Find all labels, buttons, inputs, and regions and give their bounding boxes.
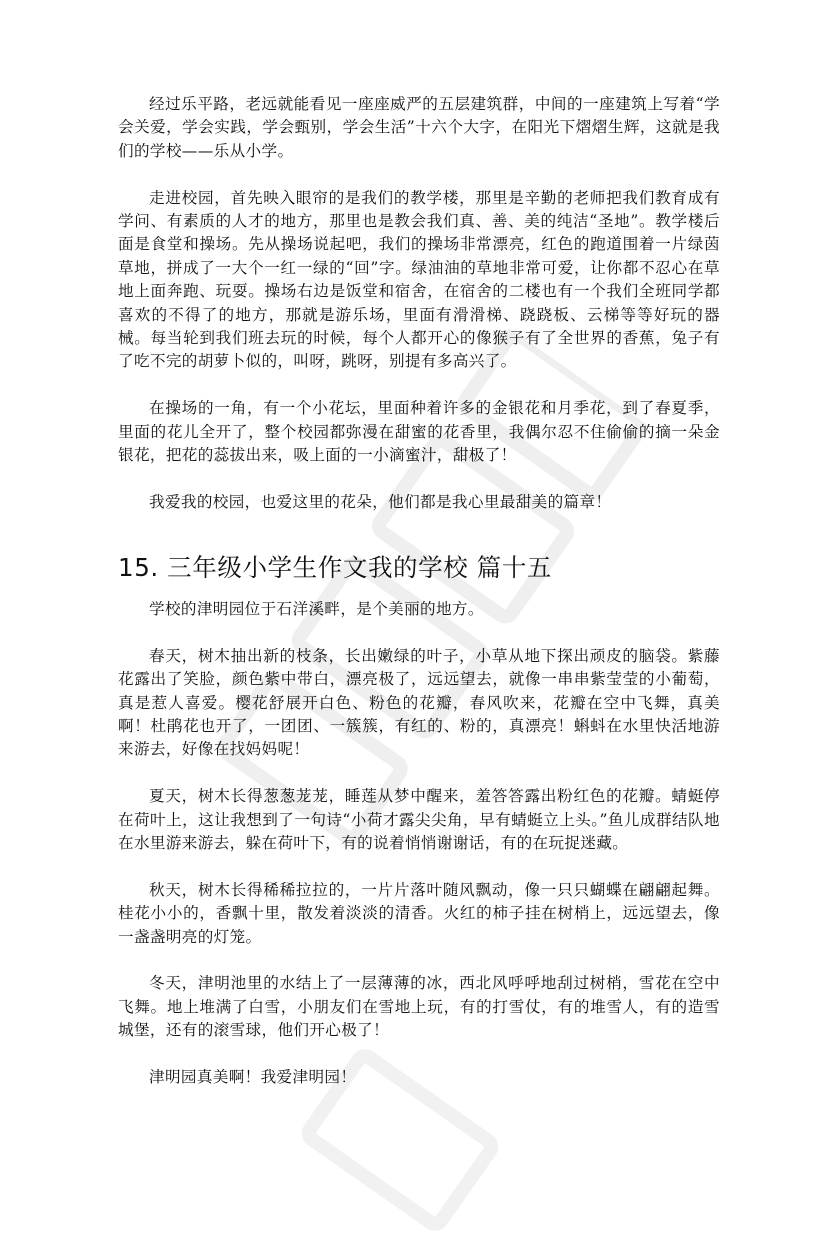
essay-heading: 15. 三年级小学生作文我的学校 篇十五 [118,553,553,582]
essay-section-fifteen [118,598,720,1089]
paragraph: 冬天，津明池里的水结上了一层薄薄的冰，西北风呼呼地刮过树梢，雪花在空中飞舞。地上堆满了白雪，小朋友们在雪地上玩，有的打雪仗，有的堆雪人，有的造雪城堡，还有的滚雪球，他们开心极了！ [118,974,720,1040]
paragraph: 我爱我的校园，也爱这里的花朵，他们都是我心里最甜美的篇章！ [149,492,612,511]
paragraph: 秋天，树木长得稀稀拉拉的，一片片落叶随风飘动，像一只只蝴蝶在翩翩起舞。桂花小小的，香飘十里，散发着淡淡的清香。火红的柿子挂在树梢上，远远望去，像一盏盏明亮的灯笼。 [118,880,720,946]
paragraph: 春天，树木抽出新的枝条，长出嫩绿的叶子，小草从地下探出顽皮的脑袋。紫藤花露出了笑脸，颜色紫中带白，漂亮极了，远远望去，就像一串串紫莹莹的小葡萄，真是惹人喜爱。樱花舒展开白色、粉色的花瓣，春风吹来，花瓣在空中飞舞，真美啊！杜鹃花也开了，一团团、一簇簇，有红的、粉的，真漂亮！蝌蚪在水里快活地游来游去，好像在找妈妈呢！ [118,646,720,759]
paragraph: 津明园真美啊！我爱津明园！ [149,1068,357,1087]
paragraph: 学校的津明园位于石洋溪畔，是个美丽的地方。 [149,600,484,618]
essay-section-previous [118,93,720,514]
essay-heading-container [118,553,720,583]
paragraph: 经过乐平路，老远就能看见一座座威严的五层建筑群，中间的一座建筑上写着“学会关爱，学会实践，学会甄别，学会生活”十六个大字，在阳光下熠熠生辉，这就是我们的学校——乐从小学。 [118,95,720,160]
paragraph: 在操场的一角，有一个小花坛，里面种着许多的金银花和月季花，到了春夏季，里面的花儿全开了，整个校园都弥漫在甜蜜的花香里，我偶尔忍不住偷偷的摘一朵金银花，把花的蕊拔出来，吸上面的一小滴蜜汁，甜极了！ [118,399,720,465]
paragraph: 走进校园，首先映入眼帘的是我们的教学楼，那里是辛勤的老师把我们教育成有学问、有素质的人才的地方，那里也是教会我们真、善、美的纯洁“圣地”。教学楼后面是食堂和操场。先从操场说起吧，我们的操场非常漂亮，红色的跑道围着一片绿茵草地，拼成了一大个一红一绿的“回”字。绿油油的草地非常可爱，让你都不忍心在草地上面奔跑、玩耍。操场右边是饭堂和宿舍，在宿舍的二楼也有一个我们全班同学都喜欢的不得了的地方，那就是游乐场，里面有滑滑梯、跷跷板、云梯等等好玩的器械。每当轮到我们班去玩的时候，每个人都开心的像猴子有了全世界的香蕉，兔子有了吃不完的胡萝卜似的，叫呀，跳呀，别提有多高兴了。 [118,188,720,371]
paragraph: 夏天，树木长得葱葱茏茏，睡莲从梦中醒来，羞答答露出粉红色的花瓣。蜻蜓停在荷叶上，这让我想到了一句诗“小荷才露尖尖角，早有蜻蜓立上头。”鱼儿成群结队地在水里游来游去，躲在荷叶下，有的说着悄悄谢谢话，有的在玩捉迷藏。 [118,787,720,853]
